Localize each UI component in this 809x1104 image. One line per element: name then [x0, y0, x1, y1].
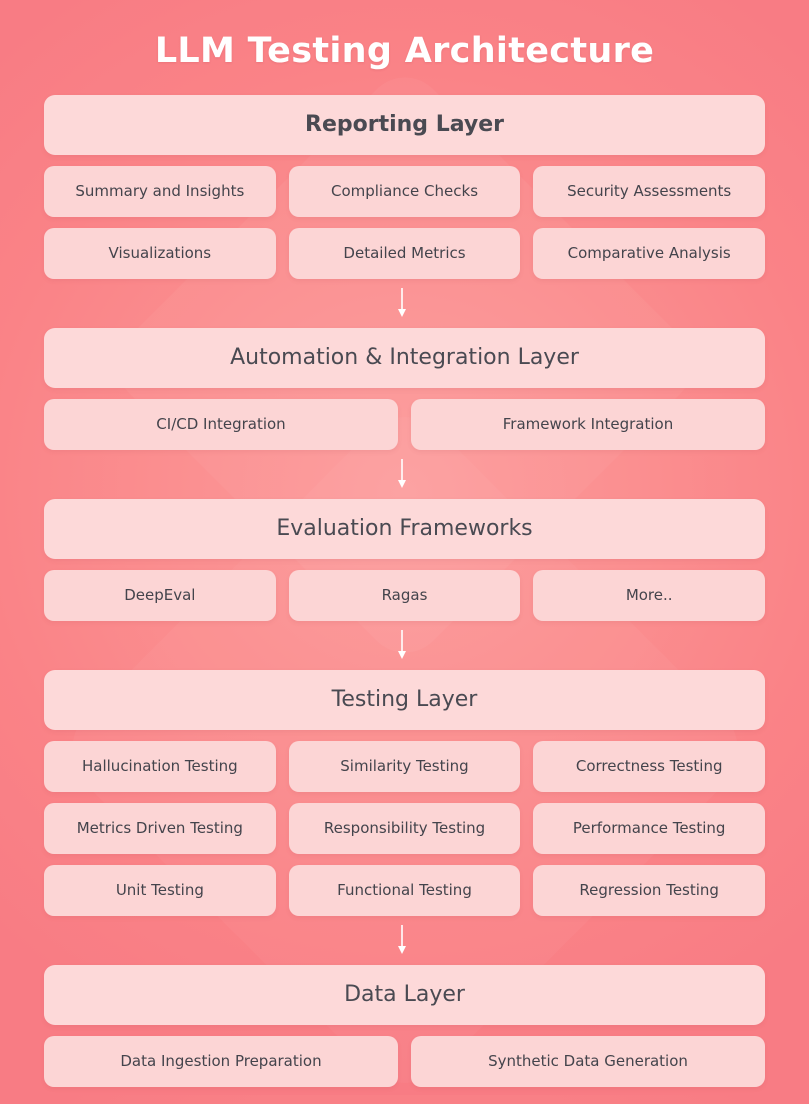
layer-row — [44, 166, 765, 217]
layer-row — [44, 741, 765, 792]
layer-data — [44, 965, 765, 1087]
arrow-down-icon — [44, 279, 760, 326]
layer-cell[interactable]: Data Ingestion Preparation — [44, 1036, 398, 1087]
layer-header-automation-integration: Automation & Integration Layer — [44, 328, 765, 388]
layer-row — [44, 1036, 765, 1087]
layer-cell[interactable]: Summary and Insights — [44, 166, 276, 217]
arrow-down-icon — [44, 621, 760, 668]
layer-cell[interactable]: Ragas — [289, 570, 521, 621]
layer-cell[interactable]: Security Assessments — [533, 166, 765, 217]
layer-header-reporting: Reporting Layer — [44, 95, 765, 155]
layer-cell[interactable]: Metrics Driven Testing — [44, 803, 276, 854]
layer-cell[interactable]: Similarity Testing — [289, 741, 521, 792]
arrow-down-icon — [44, 450, 760, 497]
layer-automation-integration — [44, 328, 765, 450]
layer-row — [44, 399, 765, 450]
layer-row — [44, 865, 765, 916]
layer-cell[interactable]: Comparative Analysis — [533, 228, 765, 279]
layer-header-testing: Testing Layer — [44, 670, 765, 730]
layer-row — [44, 803, 765, 854]
layer-cell[interactable]: CI/CD Integration — [44, 399, 398, 450]
layer-cell[interactable]: Compliance Checks — [289, 166, 521, 217]
layer-cell[interactable]: Functional Testing — [289, 865, 521, 916]
layer-header-data: Data Layer — [44, 965, 765, 1025]
layer-cell[interactable]: More.. — [533, 570, 765, 621]
layer-cell[interactable]: DeepEval — [44, 570, 276, 621]
layer-cell[interactable]: Hallucination Testing — [44, 741, 276, 792]
page-title: LLM Testing Architecture — [154, 31, 655, 71]
arrow-down-icon — [44, 916, 760, 963]
layer-row — [44, 570, 765, 621]
layer-evaluation-frameworks — [44, 499, 765, 621]
layer-header-evaluation-frameworks: Evaluation Frameworks — [44, 499, 765, 559]
layer-cell[interactable]: Synthetic Data Generation — [411, 1036, 765, 1087]
layer-cell[interactable]: Regression Testing — [533, 865, 765, 916]
layer-cell[interactable]: Detailed Metrics — [289, 228, 521, 279]
layer-cell[interactable]: Unit Testing — [44, 865, 276, 916]
layer-row — [44, 228, 765, 279]
layer-reporting — [44, 95, 765, 279]
layer-testing — [44, 670, 765, 916]
layer-cell[interactable]: Correctness Testing — [533, 741, 765, 792]
layer-cell[interactable]: Responsibility Testing — [289, 803, 521, 854]
layer-cell[interactable]: Performance Testing — [533, 803, 765, 854]
layer-cell[interactable]: Framework Integration — [411, 399, 765, 450]
layer-cell[interactable]: Visualizations — [44, 228, 276, 279]
